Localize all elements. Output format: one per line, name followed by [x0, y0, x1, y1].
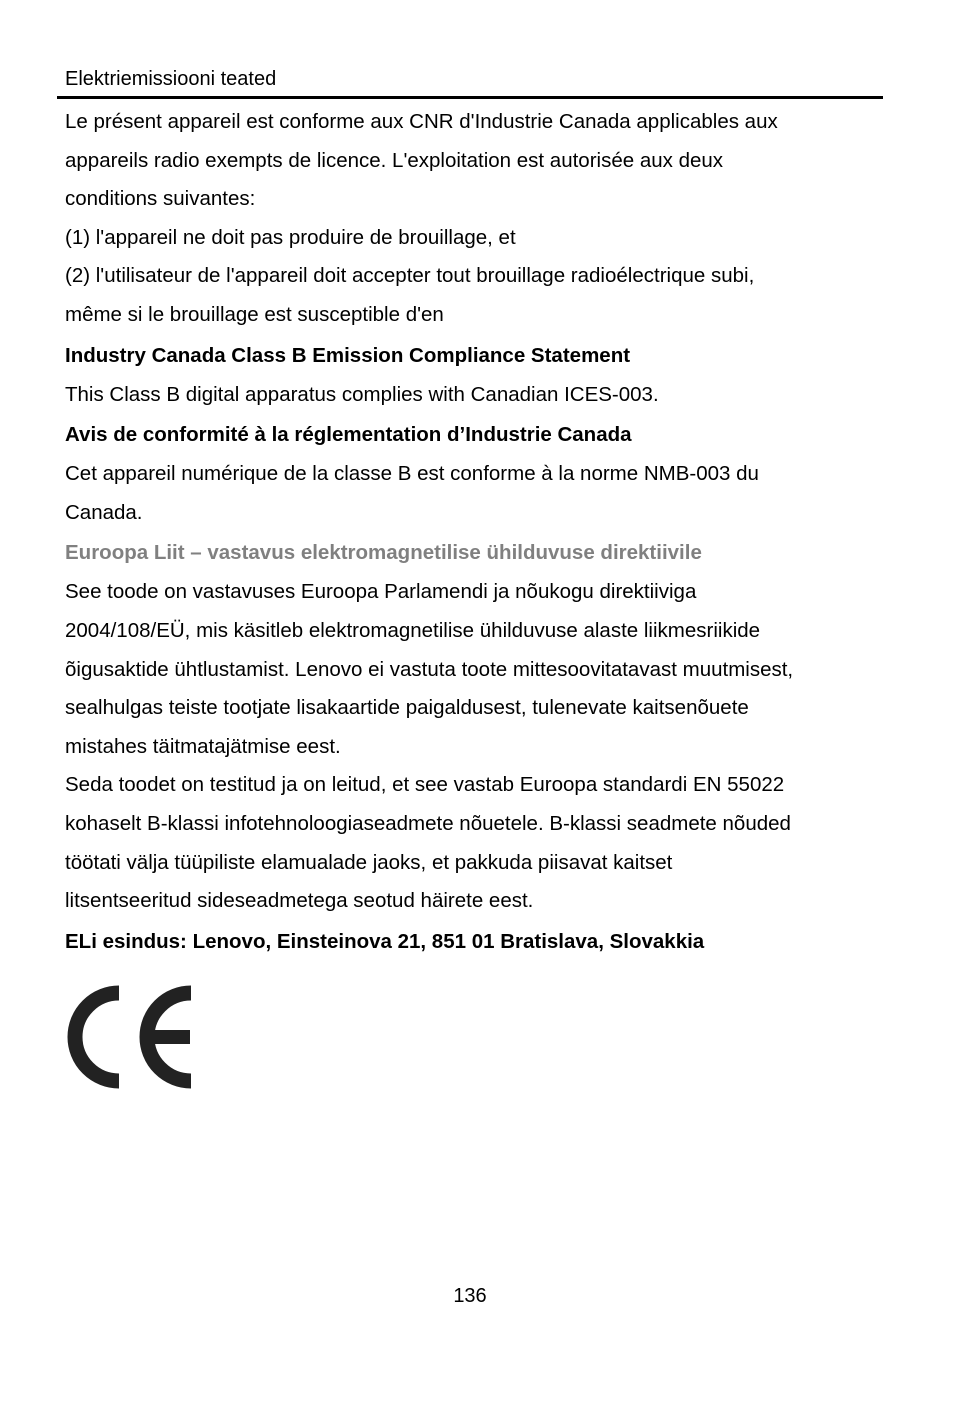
header-divider [57, 96, 883, 99]
text-line: 2004/108/EÜ, mis käsitleb elektromagnetilise ühilduvuse alaste liikmesriikide [65, 618, 761, 642]
page-header-title: Elektriemissiooni teated [65, 68, 277, 90]
text-line: conditions suivantes: [65, 187, 256, 211]
text-line: appareils radio exempts de licence. L'exploitation est autorisée aux deux [65, 148, 724, 172]
ic-statement: This Class B digital apparatus complies with Canadian ICES-003. [65, 382, 659, 406]
text-line: Canada. [65, 500, 143, 524]
text-line: même si le brouillage est susceptible d'en [65, 302, 444, 326]
text-line: mistahes täitmatajätmise eest. [65, 734, 341, 758]
eli-representative-heading: ELi esindus: Lenovo, Einsteinova 21, 851 01 Bratislava, Slovakkia [65, 929, 705, 953]
text-line: Le présent appareil est conforme aux CNR d'Industrie Canada applicables aux [65, 110, 778, 133]
page-number: 136 [453, 1285, 487, 1307]
text-line: töötati välja tüüpiliste elamualade jaoks, et pakkuda piisavat kaitset [65, 850, 673, 874]
text-line: sealhulgas teiste tootjate lisakaartide paigaldusest, tulenevate kaitsenõuete [65, 696, 749, 720]
text-line: Seda toodet on testitud ja on leitud, et see vastab Euroopa standardi EN 55022 [65, 773, 785, 797]
avis-paragraph [65, 455, 895, 532]
eu-paragraph-1 [65, 573, 895, 766]
text-line: (2) l'utilisateur de l'appareil doit accepter tout brouillage radioélectrique subi, [65, 264, 755, 288]
text-line: See toode on vastavuses Euroopa Parlamendi ja nõukogu direktiiviga [65, 580, 697, 604]
eu-paragraph-2 [65, 766, 895, 920]
ic-heading: Industry Canada Class B Emission Compliance Statement [65, 343, 631, 367]
text-line: õigusaktide ühtlustamist. Lenovo ei vastuta toote mittesoovitatavast muutmisest, [65, 657, 794, 681]
text-line: kohaselt B-klassi infotehnoloogiaseadmete nõuetele. B-klassi seadmete nõuded [65, 811, 791, 835]
text-line: (1) l'appareil ne doit pas produire de brouillage, et [65, 225, 516, 249]
document-body [65, 103, 895, 962]
text-line: litsentseeritud sideseadmetega seotud häirete eest. [65, 889, 534, 913]
text-line: Cet appareil numérique de la classe B est conforme à la norme NMB-003 du [65, 462, 759, 486]
canada-fr-paragraph [65, 103, 895, 335]
avis-heading: Avis de conformité à la réglementation d’Industrie Canada [65, 423, 632, 447]
ce-mark-icon [64, 984, 196, 1090]
eu-heading: Euroopa Liit – vastavus elektromagnetilise ühilduvuse direktiivile [65, 541, 702, 565]
